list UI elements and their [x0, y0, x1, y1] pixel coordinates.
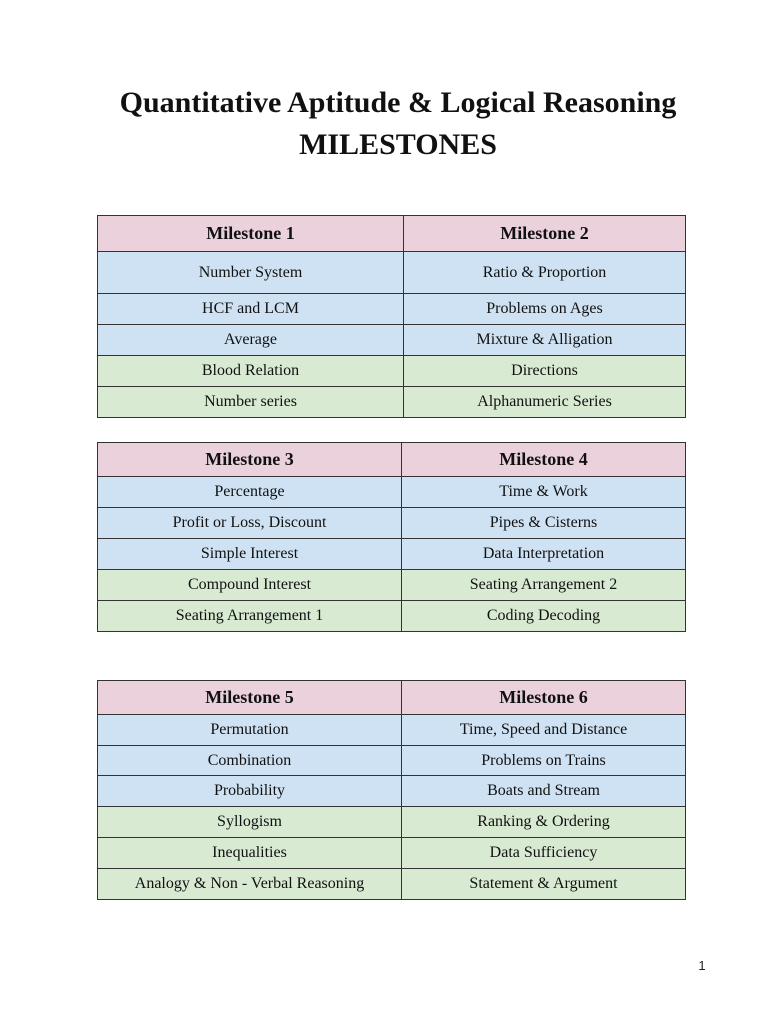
table-row — [98, 325, 686, 356]
table-cell: Number System — [98, 252, 404, 294]
table-row — [98, 570, 686, 601]
table-row — [98, 252, 686, 294]
table-header-row — [98, 216, 686, 252]
table-cell: Pipes & Cisterns — [402, 508, 686, 539]
table-cell: Coding Decoding — [402, 601, 686, 632]
table-row — [98, 601, 686, 632]
table-row — [98, 477, 686, 508]
table-cell: Analogy & Non - Verbal Reasoning — [98, 869, 402, 900]
table-cell: Data Sufficiency — [402, 838, 686, 869]
page-number: 1 — [698, 958, 706, 973]
table-cell: Seating Arrangement 1 — [98, 601, 402, 632]
table-row — [98, 869, 686, 900]
table-cell: Permutation — [98, 715, 402, 746]
milestone-table-1 — [97, 215, 686, 418]
table-row — [98, 807, 686, 838]
table-cell: Alphanumeric Series — [404, 387, 686, 418]
table-cell: Statement & Argument — [402, 869, 686, 900]
table-row — [98, 715, 686, 746]
table-row — [98, 356, 686, 387]
table-cell: Data Interpretation — [402, 539, 686, 570]
table-cell: Average — [98, 325, 404, 356]
column-header: Milestone 3 — [98, 443, 402, 477]
table-row — [98, 539, 686, 570]
table-row — [98, 838, 686, 869]
table-cell: Mixture & Alligation — [404, 325, 686, 356]
table-cell: Profit or Loss, Discount — [98, 508, 402, 539]
title-line-1: Quantitative Aptitude & Logical Reasoning — [119, 86, 677, 119]
table-cell: Time, Speed and Distance — [402, 715, 686, 746]
table-cell: Ranking & Ordering — [402, 807, 686, 838]
table-header-row — [98, 443, 686, 477]
table-cell: Directions — [404, 356, 686, 387]
table-row — [98, 508, 686, 539]
table-cell: Combination — [98, 746, 402, 776]
milestone-table-3 — [97, 680, 686, 900]
column-header: Milestone 5 — [98, 681, 402, 715]
column-header: Milestone 1 — [98, 216, 404, 252]
table-cell: HCF and LCM — [98, 294, 404, 325]
column-header: Milestone 6 — [402, 681, 686, 715]
table-cell: Boats and Stream — [402, 776, 686, 807]
table-cell: Syllogism — [98, 807, 402, 838]
table-cell: Blood Relation — [98, 356, 404, 387]
table-cell: Number series — [98, 387, 404, 418]
title-line-2: MILESTONES — [299, 128, 497, 161]
table-cell: Ratio & Proportion — [404, 252, 686, 294]
table-header-row — [98, 681, 686, 715]
table-cell: Time & Work — [402, 477, 686, 508]
table-cell: Simple Interest — [98, 539, 402, 570]
table-cell: Probability — [98, 776, 402, 807]
milestone-table-2 — [97, 442, 686, 632]
table-cell: Percentage — [98, 477, 402, 508]
column-header: Milestone 2 — [404, 216, 686, 252]
table-cell: Problems on Ages — [404, 294, 686, 325]
column-header: Milestone 4 — [402, 443, 686, 477]
table-cell: Compound Interest — [98, 570, 402, 601]
table-cell: Inequalities — [98, 838, 402, 869]
table-row — [98, 294, 686, 325]
table-cell: Problems on Trains — [402, 746, 686, 776]
table-row — [98, 387, 686, 418]
table-row — [98, 776, 686, 807]
table-cell: Seating Arrangement 2 — [402, 570, 686, 601]
table-row — [98, 746, 686, 776]
document-title — [0, 82, 768, 166]
